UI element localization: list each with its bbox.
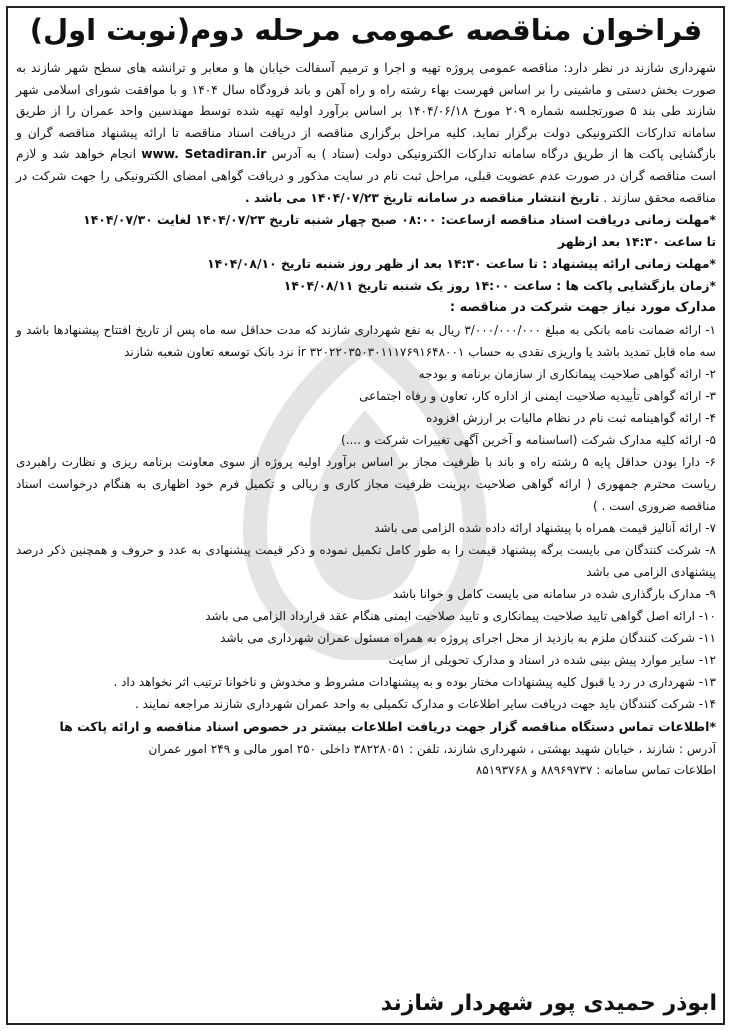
requirement-item: ۱۳- شهرداری در رد یا قبول کلیه پیشنهادات مختار بوده و به پیشنهادات مشروط و مخدوش و ناخوانا ترتیب اثر نخواهد داد . (113, 675, 716, 690)
requirement-item: ۱۴- شرکت کنندگان باید جهت دریافت سایر اطلاعات و مدارک تکمیلی به واحد عمران شهرداری شازند مراجعه نمایند . (135, 697, 716, 712)
requirement-item: ۱۲- سایر موارد پیش بینی شده در اسناد و مدارک تحویلی از سایت (388, 653, 716, 668)
contact-heading: *اطلاعات تماس دستگاه مناقصه گزار جهت دریافت اطلاعات بیشتر در خصوص اسناد مناقصه و ارائه پاکت ها (59, 719, 716, 735)
mayor-signature: ابوذر حمیدی پور شهردار شازند (380, 991, 717, 1016)
requirement-item: ۱۰- ارائه اصل گواهی تایید صلاحیت پیمانکاری و تایید صلاحیت ایمنی هنگام عقد قرارداد الزامی می باشد (205, 609, 716, 624)
requirement-item: ۹- مدارک بارگذاری شده در سامانه می بایست کامل و خوانا باشد (392, 587, 716, 602)
requirement-item: ۳- ارائه گواهی تأییدیه صلاحیت ایمنی از اداره کار، تعاون و رفاه اجتماعی (359, 389, 716, 404)
requirement-item: ۸- شرکت کنندگان می بایست برگه پیشنهاد قیمت را به طور کامل تکمیل نموده و ذکر قیمت پیشنهادی به عدد و حروف و همچنین ذکر درصد پیشنهادی الزامی می باشد (16, 543, 716, 580)
opening-time: *زمان بازگشایی پاکت ها : ساعت ۱۴:۰۰ روز یک شنبه تاریخ ۱۴۰۴/۰۸/۱۱ (283, 278, 716, 294)
requirements-list (16, 319, 716, 715)
notice-title: فراخوان مناقصه عمومی مرحله دوم(نوبت اول) (29, 13, 703, 47)
contact-address: آدرس : شازند ، خیابان شهید بهشتی ، شهرداری شازند، تلفن : ۳۸۲۲۸۰۵۱ داخلی ۲۵۰ امور مالی و ۲۴۹ امور عمران (148, 742, 716, 757)
intro-text-1: شهرداری شازند در نظر دارد: مناقصه عمومی پروژه تهیه و اجرا و ترمیم آسفالت خیابان ها و معابر و ترانشه های سطح شهر شازند به صورت بخش دستی و ماشینی را بر اساس فهرست بهاء رشته راه و راه آهن و باند فرودگاه سال ۱۴۰۴ و با موافقت شورای اسلامی شهر شازند طی بند ۵ صورتجلسه شماره ۲۰۹ مورخ ۱۴۰۴/۰۶/۱۸ بر اساس برآورد اولیه تهیه شده توسط مهندسین واحد عمران را از طریق سامانه تدارکات الکترونیکی دولت برگزار نماید. کلیه مراحل برگزاری مناقصه از دریافت اسناد مناقصه تا ارائه پیشنهاد مناقصه گران و بازگشایی پاکت ها از طریق درگاه سامانه تدارکات الکترونیکی دولت (ستاد ) به آدرس (16, 61, 717, 162)
setadiran-link[interactable]: www. Setadiran.ir (141, 147, 267, 162)
requirement-item: ۷- ارائه آنالیز قیمت همراه با پیشنهاد ارائه داده شده الزامی می باشد (374, 521, 716, 536)
requirement-item: ۶- دارا بودن حداقل پایه ۵ رشته راه و باند با ظرفیت مجاز بر اساس برآورد اولیه پروژه از سوی معاونت برنامه ریزی و نظارت راهبردی ریاست محترم جمهوری ( ارائه گواهی صلاحیت ،پرینت ظرفیت مجاز کاری و ریالی و تکمیل فرم خود اظهاری به هنگام درخواست اسناد مناقصه ضروری است . ) (16, 455, 716, 514)
requirement-item: ۲- ارائه گواهی صلاحیت پیمانکاری از سازمان برنامه و بودجه (418, 367, 716, 382)
requirement-item: ۵- ارائه کلیه مدارک شرکت (اساسنامه و آخرین آگهی تغییرات شرکت و ....) (341, 433, 716, 448)
docs-heading: مدارک مورد نیاز جهت شرکت در مناقصه : (449, 300, 716, 316)
contact-system-phone: اطلاعات تماس سامانه : ۸۸۹۶۹۷۳۷ و ۸۵۱۹۳۷۶۸ (475, 763, 716, 778)
doc-receive-deadline-cont: تا ساعت ۱۴:۳۰ بعد ازظهر (558, 234, 716, 250)
requirement-item: ۱- ارائه ضمانت نامه بانکی به مبلغ ۳/۰۰۰/۰۰۰/۰۰۰ ریال به نفع شهرداری شازند که مدت حداقل سه ماه پس از تاریخ افتتاح پیشنهادها باشد و سه ماه قابل تمدید باشد یا واریزی نقدی به حساب ir ۳۲۰۲۲۰۳۵۰۳۰۱۱۱۷۶۹۱۶۴۸۰۰۱ نزد بانک توسعه تعاون شعبه شازند (16, 323, 716, 360)
intro-paragraph (16, 58, 716, 209)
notice-body (16, 10, 716, 781)
publish-date: تاریخ انتشار مناقصه در سامانه تاریخ ۱۴۰۴/۰۷/۲۳ می باشد . (244, 190, 600, 205)
requirement-item: ۱۱- شرکت کنندگان ملزم به بازدید از محل اجرای پروژه به همراه مسئول عمران شهرداری می باشد (220, 631, 716, 646)
doc-receive-deadline: *مهلت زمانی دریافت اسناد مناقصه ازساعت: ۰۸:۰۰ صبح چهار شنبه تاریخ ۱۴۰۴/۰۷/۲۳ لغایت ۱۴۰۴/۰۷/۳۰ (83, 212, 716, 228)
submit-deadline: *مهلت زمانی ارائه پیشنهاد : تا ساعت ۱۴:۳۰ بعد از ظهر روز شنبه تاریخ ۱۴۰۴/۰۸/۱۰ (207, 256, 716, 272)
requirement-item: ۴- ارائه گواهینامه ثبت نام در نظام مالیات بر ارزش افزوده (425, 411, 716, 426)
intro-text-2: انجام خواهد شد و لازم است مناقصه گران در صورت عدم عضویت قبلی، مراحل ثبت نام در سایت مذکور و دریافت گواهی امضای الکترونیکی را جهت شرکت در مناقصه محقق سازند . (16, 147, 716, 205)
